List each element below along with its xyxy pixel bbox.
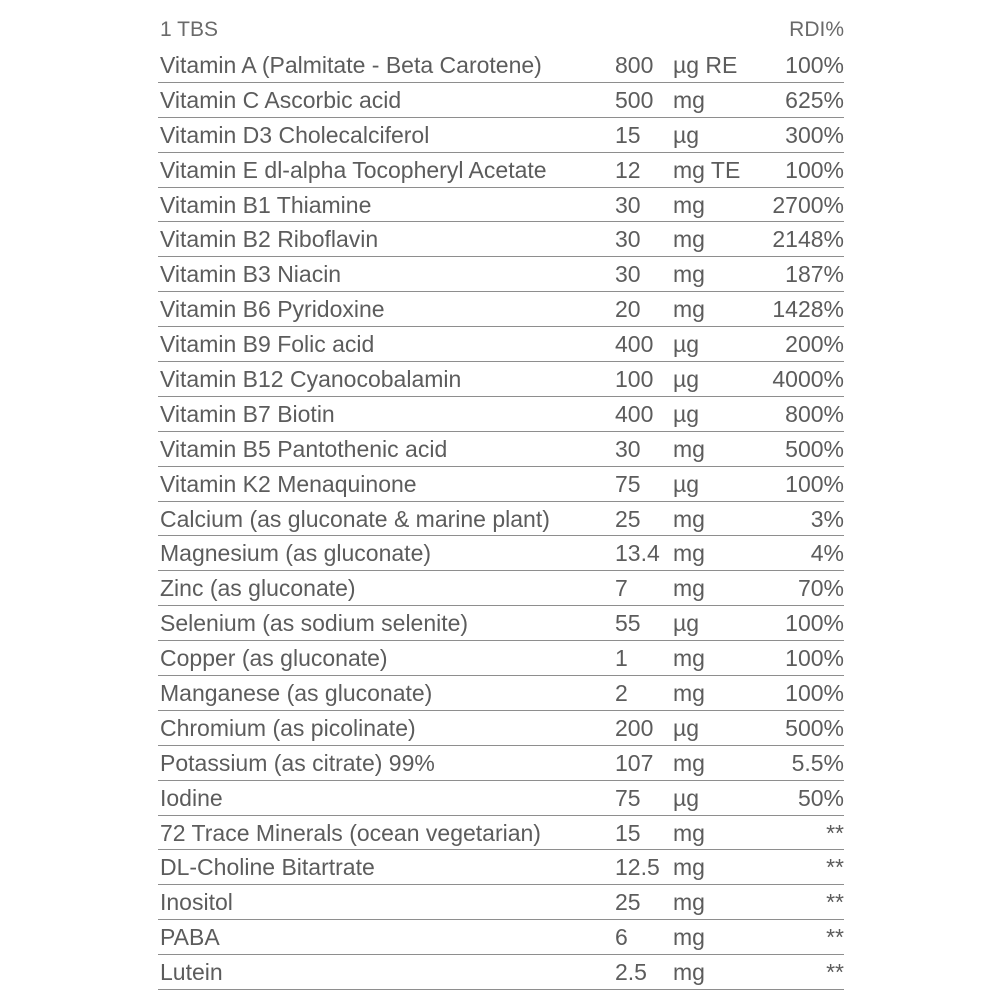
nutrient-rdi: ** — [826, 924, 844, 951]
table-row — [158, 397, 844, 432]
table-row — [158, 571, 844, 606]
nutrient-amount: 75 — [615, 470, 641, 497]
nutrient-rdi: 625% — [785, 86, 844, 113]
nutrient-amount: 200 — [615, 714, 654, 741]
table-row — [158, 432, 844, 467]
nutrient-amount: 15 — [615, 819, 641, 846]
nutrient-name: Chromium (as picolinate) — [160, 714, 416, 741]
nutrient-rdi: 100% — [785, 645, 844, 672]
nutrient-unit: µg — [673, 714, 700, 741]
nutrient-rdi: 5.5% — [791, 749, 844, 776]
nutrient-unit: mg — [673, 889, 705, 916]
table-row — [158, 641, 844, 676]
nutrient-rdi: ** — [826, 889, 844, 916]
nutrient-amount: 800 — [615, 52, 654, 78]
table-row — [158, 292, 844, 327]
nutrient-name: Vitamin E dl-alpha Tocopheryl Acetate — [160, 156, 547, 183]
table-row — [158, 48, 844, 83]
nutrient-unit: mg — [673, 819, 705, 846]
serving-size-label: 1 TBS — [160, 18, 218, 41]
nutrient-name: 72 Trace Minerals (ocean vegetarian) — [160, 819, 541, 846]
nutrient-unit: mg — [673, 435, 705, 462]
nutrient-rdi: 2700% — [772, 191, 844, 218]
nutrient-name: Calcium (as gluconate & marine plant) — [160, 505, 550, 532]
nutrient-amount: 500 — [615, 86, 654, 113]
nutrient-unit: mg — [673, 749, 705, 776]
nutrient-rdi: 1428% — [772, 296, 844, 323]
nutrient-unit: µg — [673, 366, 700, 393]
nutrient-unit: mg — [673, 261, 705, 288]
nutrient-name: DL-Choline Bitartrate — [160, 854, 375, 881]
nutrient-amount: 15 — [615, 121, 641, 148]
nutrient-unit: µg — [673, 331, 700, 358]
nutrient-amount: 20 — [615, 296, 641, 323]
table-row — [158, 816, 844, 851]
table-row — [158, 83, 844, 118]
nutrient-name: Vitamin B1 Thiamine — [160, 191, 372, 218]
table-row — [158, 781, 844, 816]
nutrient-amount: 30 — [615, 261, 641, 288]
nutrient-name: Vitamin B12 Cyanocobalamin — [160, 366, 462, 393]
nutrient-amount: 25 — [615, 889, 641, 916]
table-row — [158, 606, 844, 641]
nutrient-unit: µg — [673, 121, 700, 148]
nutrient-amount: 13.4 — [615, 540, 660, 567]
nutrient-amount: 55 — [615, 610, 641, 637]
nutrient-name: Iodine — [160, 784, 223, 811]
table-row — [158, 885, 844, 920]
nutrient-rdi: 500% — [785, 714, 844, 741]
nutrient-unit: mg — [673, 645, 705, 672]
nutrient-name: Vitamin B2 Riboflavin — [160, 226, 379, 253]
nutrient-unit: mg — [673, 680, 705, 707]
table-row — [158, 153, 844, 188]
nutrient-rdi: 4000% — [772, 366, 844, 393]
nutrient-unit: mg — [673, 959, 705, 986]
nutrient-unit: mg — [673, 226, 705, 253]
nutrient-amount: 2.5 — [615, 959, 647, 986]
nutrient-amount: 7 — [615, 575, 628, 602]
table-row — [158, 467, 844, 502]
nutrient-amount: 400 — [615, 400, 654, 427]
nutrient-amount: 2 — [615, 680, 628, 707]
table-row — [158, 536, 844, 571]
nutrient-unit: mg — [673, 854, 705, 881]
nutrient-amount: 100 — [615, 366, 654, 393]
table-row — [158, 222, 844, 257]
nutrient-amount: 400 — [615, 331, 654, 358]
nutrient-unit: µg — [673, 400, 700, 427]
table-row — [158, 327, 844, 362]
nutrient-name: Vitamin B3 Niacin — [160, 261, 342, 288]
table-row — [158, 711, 844, 746]
nutrient-rdi: 100% — [785, 680, 844, 707]
table-header — [158, 12, 844, 48]
nutrient-name: Vitamin B9 Folic acid — [160, 331, 375, 358]
nutrient-rdi: 300% — [785, 121, 844, 148]
table-row — [158, 920, 844, 955]
nutrient-name: Copper (as gluconate) — [160, 645, 388, 672]
table-row — [158, 850, 844, 885]
rdi-column-header: RDI% — [789, 18, 844, 41]
nutrient-name: Selenium (as sodium selenite) — [160, 610, 469, 637]
nutrient-name: Manganese (as gluconate) — [160, 680, 433, 707]
table-row — [158, 746, 844, 781]
nutrient-amount: 25 — [615, 505, 641, 532]
nutrient-name: Potassium (as citrate) 99% — [160, 749, 435, 776]
nutrient-unit: mg — [673, 505, 705, 532]
nutrient-rdi: 187% — [785, 261, 844, 288]
nutrient-rdi: ** — [826, 819, 844, 846]
nutrient-name: Inositol — [160, 889, 233, 916]
table-row — [158, 676, 844, 711]
nutrition-table — [158, 12, 844, 990]
nutrient-name: Vitamin B6 Pyridoxine — [160, 296, 385, 323]
nutrient-rdi: 3% — [810, 505, 844, 532]
nutrient-rdi: 200% — [785, 331, 844, 358]
nutrient-amount: 1 — [615, 645, 628, 672]
nutrient-name: Vitamin A (Palmitate - Beta Carotene) — [160, 52, 542, 78]
table-row — [158, 188, 844, 223]
nutrient-unit: mg — [673, 191, 705, 218]
nutrient-name: Vitamin B7 Biotin — [160, 400, 335, 427]
table-row — [158, 257, 844, 292]
nutrient-name: Lutein — [160, 959, 223, 986]
nutrient-unit: mg — [673, 86, 705, 113]
table-row — [158, 955, 844, 990]
nutrient-name: Vitamin B5 Pantothenic acid — [160, 435, 448, 462]
nutrient-name: Zinc (as gluconate) — [160, 575, 356, 602]
table-row — [158, 118, 844, 153]
table-row — [158, 502, 844, 537]
nutrient-name: Magnesium (as gluconate) — [160, 540, 432, 567]
nutrient-rdi: 2148% — [772, 226, 844, 253]
nutrient-rdi: 100% — [785, 610, 844, 637]
nutrient-name: Vitamin C Ascorbic acid — [160, 86, 402, 113]
nutrient-amount: 12.5 — [615, 854, 660, 881]
nutrient-rows — [158, 48, 844, 990]
nutrient-amount: 30 — [615, 435, 641, 462]
nutrient-rdi: 70% — [797, 575, 844, 602]
nutrient-unit: µg — [673, 610, 700, 637]
nutrient-unit: mg — [673, 924, 705, 951]
nutrient-rdi: 50% — [797, 784, 844, 811]
nutrient-amount: 107 — [615, 749, 654, 776]
nutrient-amount: 12 — [615, 156, 641, 183]
nutrient-unit: µg — [673, 470, 700, 497]
nutrient-name: Vitamin D3 Cholecalciferol — [160, 121, 430, 148]
nutrient-unit: mg — [673, 296, 705, 323]
nutrient-unit: µg — [673, 784, 700, 811]
nutrient-rdi: ** — [826, 854, 844, 881]
nutrient-rdi: 100% — [785, 156, 844, 183]
nutrient-rdi: 100% — [785, 52, 844, 78]
nutrient-unit: mg — [673, 575, 705, 602]
table-row — [158, 362, 844, 397]
nutrient-rdi: 500% — [785, 435, 844, 462]
nutrient-unit: mg — [673, 540, 705, 567]
nutrient-unit: µg RE — [673, 52, 738, 78]
nutrient-name: Vitamin K2 Menaquinone — [160, 470, 417, 497]
nutrient-name: PABA — [160, 924, 220, 951]
nutrient-amount: 30 — [615, 191, 641, 218]
nutrient-rdi: 4% — [810, 540, 844, 567]
nutrient-rdi: 800% — [785, 400, 844, 427]
nutrient-rdi: ** — [826, 959, 844, 986]
nutrient-unit: mg TE — [673, 156, 741, 183]
nutrient-amount: 75 — [615, 784, 641, 811]
nutrient-rdi: 100% — [785, 470, 844, 497]
nutrient-amount: 6 — [615, 924, 628, 951]
nutrient-amount: 30 — [615, 226, 641, 253]
